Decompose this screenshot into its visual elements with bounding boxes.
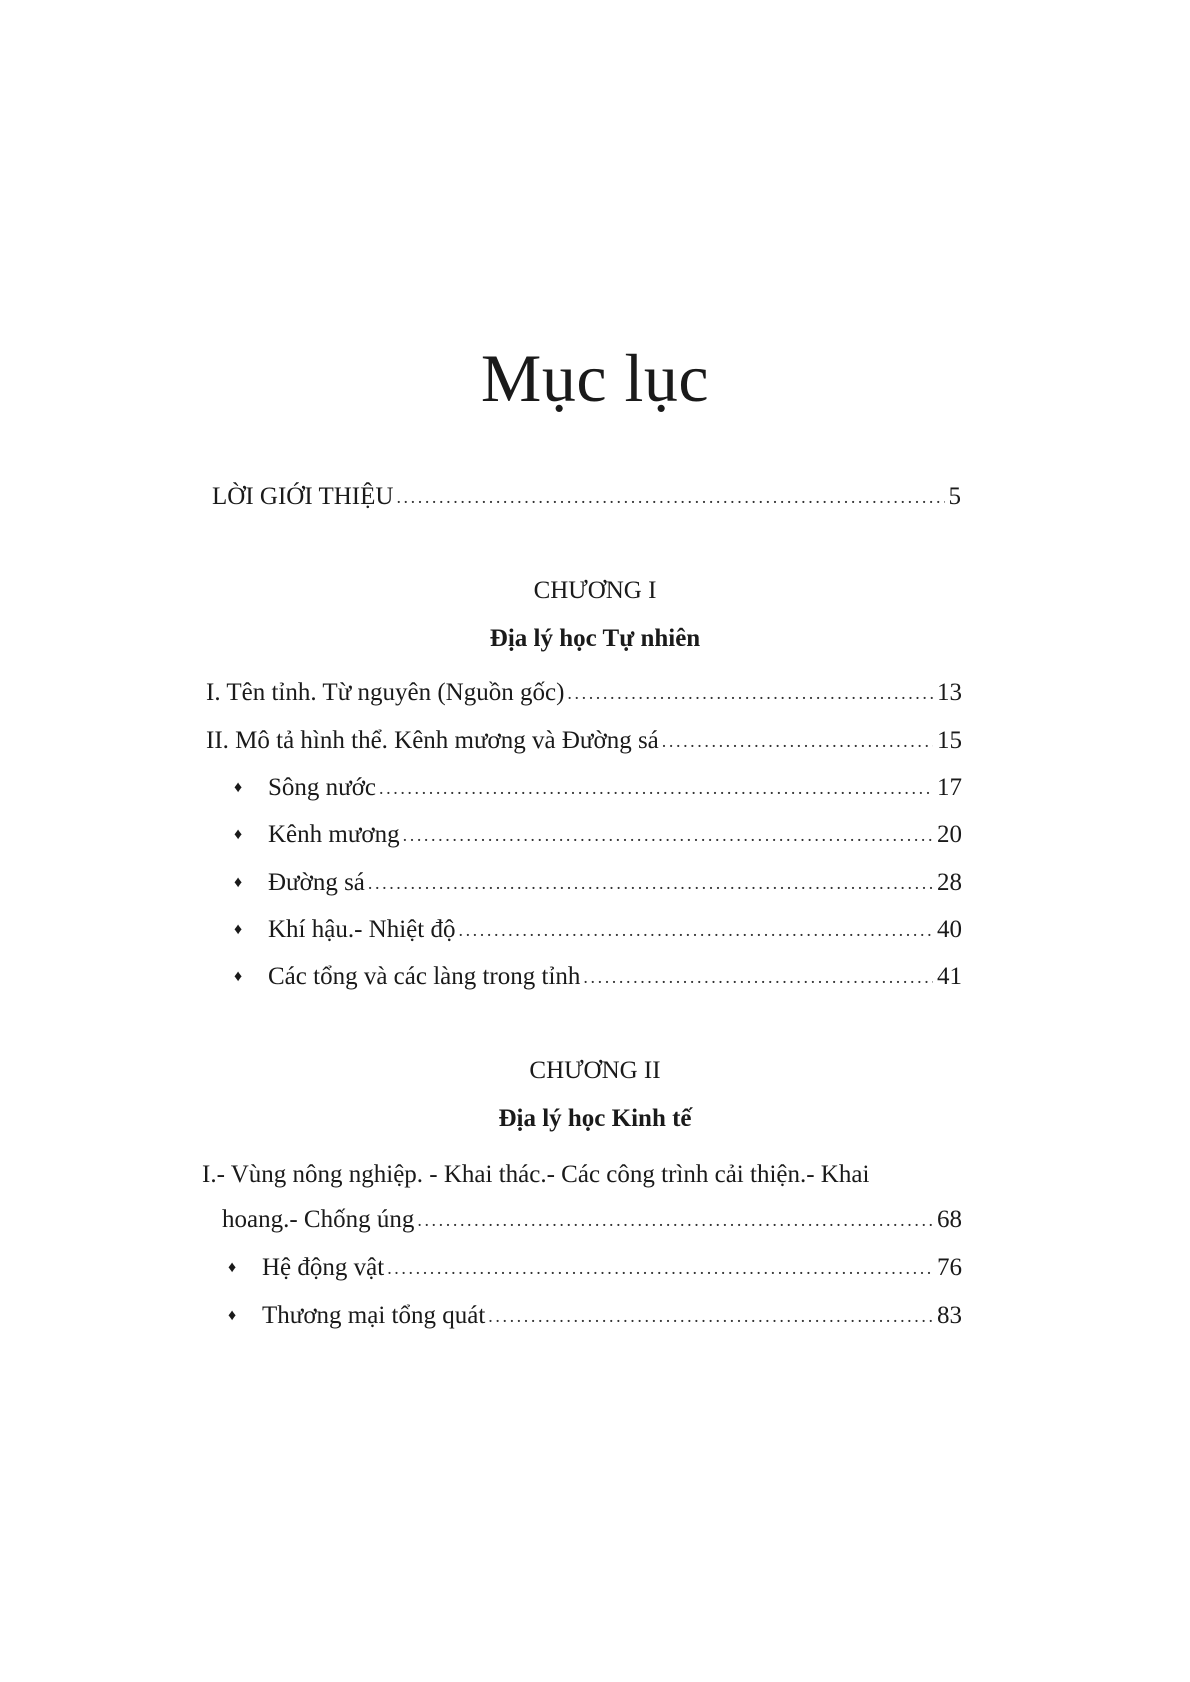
chapter-2-title: Địa lý học Kinh tế [498, 1105, 692, 1132]
toc-entry-label: hoang.- Chống úng [222, 1206, 415, 1233]
dot-leader [662, 724, 933, 758]
toc-entry-page: 20 [937, 821, 962, 848]
bullet-icon: ♦ [234, 826, 243, 843]
toc-subentry [262, 1251, 962, 1286]
toc-entry-first-line: I.- Vùng nông nghiệp. - Khai thác.- Các công trình cải thiện.- Khai [202, 1161, 870, 1188]
toc-entry-label: II. Mô tả hình thể. Kênh mương và Đường sá [206, 727, 659, 754]
dot-leader [368, 866, 933, 900]
toc-entry-page: 28 [937, 869, 962, 896]
dot-leader [387, 1251, 933, 1285]
dot-leader [567, 676, 933, 710]
toc-entry-page: 68 [937, 1206, 962, 1233]
dot-leader [488, 1299, 933, 1333]
toc-entry [222, 1203, 962, 1238]
page-title: Mục lục [480, 340, 710, 416]
toc-subentry [268, 818, 962, 853]
toc-entry-page: 13 [937, 679, 962, 706]
toc-entry-label: LỜI GIỚI THIỆU [212, 483, 394, 510]
dot-leader [583, 960, 933, 994]
toc-entry-page: 76 [937, 1254, 962, 1281]
toc-entry-intro [212, 480, 961, 515]
toc-entry-label: Khí hậu.- Nhiệt độ [268, 916, 456, 943]
toc-entry-page: 17 [937, 774, 962, 801]
toc-entry-page: 41 [937, 963, 962, 990]
toc-entry [206, 724, 962, 759]
toc-subentry [268, 913, 962, 948]
toc-subentry [268, 866, 962, 901]
chapter-1-title: Địa lý học Tự nhiên [489, 625, 701, 652]
chapter-1-label: CHƯƠNG I [533, 577, 657, 604]
dot-leader [458, 913, 933, 947]
toc-subentry [268, 960, 962, 995]
toc-entry-label: I. Tên tỉnh. Từ nguyên (Nguồn gốc) [206, 679, 565, 706]
bullet-icon: ♦ [234, 968, 243, 985]
toc-entry-label: Kênh mương [268, 821, 400, 848]
toc-entry-page: 83 [937, 1302, 962, 1329]
bullet-icon: ♦ [228, 1307, 237, 1324]
dot-leader [417, 1203, 933, 1237]
chapter-2-label: CHƯƠNG II [529, 1057, 661, 1084]
toc-entry-label: Các tổng và các làng trong tỉnh [268, 963, 581, 990]
toc-subentry [268, 771, 962, 806]
toc-entry [206, 676, 962, 711]
dot-leader [396, 480, 944, 514]
dot-leader [403, 818, 933, 852]
bullet-icon: ♦ [234, 921, 243, 938]
toc-subentry [262, 1299, 962, 1334]
dot-leader [379, 771, 933, 805]
toc-entry-page: 5 [948, 483, 961, 510]
toc-entry-label: Đường sá [268, 869, 365, 896]
toc-entry-label: Hệ động vật [262, 1254, 385, 1281]
bullet-icon: ♦ [234, 874, 243, 891]
bullet-icon: ♦ [234, 779, 243, 796]
toc-entry-label: Sông nước [268, 774, 377, 801]
toc-entry-page: 40 [937, 916, 962, 943]
toc-entry-label: Thương mại tổng quát [262, 1302, 486, 1329]
toc-entry-page: 15 [937, 727, 962, 754]
bullet-icon: ♦ [228, 1259, 237, 1276]
